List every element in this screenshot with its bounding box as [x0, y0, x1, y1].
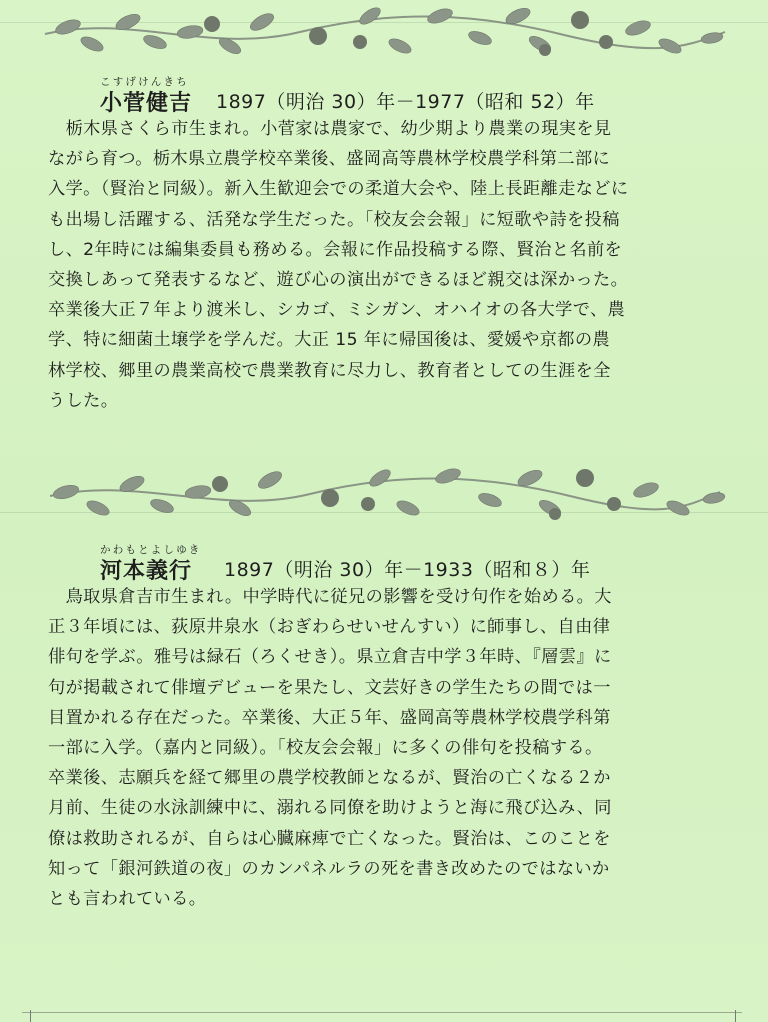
page-bottom-edge: [22, 1012, 742, 1013]
leaf-vine-ornament: [40, 462, 730, 522]
page-bottom-edge: [30, 1010, 31, 1022]
biography-section: [48, 542, 708, 914]
leaf-vine-ornament: [40, 2, 730, 62]
name-reading: かわもとよしゆき: [100, 544, 202, 556]
biography-text: 栃木県さくら市生まれ。小菅家は農家で、幼少期より農業の現実を見 ながら育つ。栃木県立農学校卒業後、盛岡高等農林学校農学科第二部に 入学。（賢治と同級）。新入生歓迎会での柔道大会や、陸上長距離走などに も出場し活躍する、活発な学生だった。「校友会会報」に短歌や詩を投稿 し、2年時には編集委員も務める。会報に作品投稿する際、賢治と名前を 交換しあって発表するなど、遊び心の演出ができるほど親交は深かった。 卒業後大正７年より渡米し、シカゴ、ミシガン、オハイオの各大学で、農 学、特に細菌土壌学を学んだ。大正 15 年に帰国後は、愛媛や京都の農 林学校、郷里の農業高校で農業教育に尽力し、教育者としての生涯を全 うした。: [48, 119, 629, 411]
life-dates: 1897（明治 30）年－1933（昭和８）年: [224, 559, 591, 581]
biography-text: 鳥取県倉吉市生まれ。中学時代に従兄の影響を受け句作を始める。大 正３年頃には、荻原井泉水（おぎわらせいせんすい）に師事し、自由律 俳句を学ぶ。雅号は緑石（ろくせき）。県立倉吉中学３年時、『層雲』に 句が掲載されて俳壇デビューを果たし、文芸好きの学生たちの間では一 目置かれる存在だった。卒業後、大正５年、盛岡高等農林学校農学科第 一部に入学。（嘉内と同級）。「校友会会報」に多くの俳句を投稿する。 卒業後、志願兵を経て郷里の農学校教師となるが、賢治の亡くなる２か 月前、生徒の水泳訓練中に、溺れる同僚を助けようと海に飛び込み、同 僚は救助されるが、自らは心臓麻痺で亡くなった。賢治は、このことを 知って「銀河鉄道の夜」のカンパネルラの死を書き改めたのではないか とも言われている。: [48, 587, 612, 910]
life-dates: 1897（明治 30）年－1977（昭和 52）年: [216, 91, 595, 113]
name-reading: こすげけんきち: [100, 76, 189, 88]
page-bottom-edge: [735, 1010, 736, 1022]
person-name: 河本義行: [100, 559, 193, 584]
biography-heading: [48, 542, 708, 582]
biography-heading: [48, 74, 708, 114]
person-name: 小菅健吉: [100, 91, 193, 116]
biography-section: [48, 74, 708, 416]
